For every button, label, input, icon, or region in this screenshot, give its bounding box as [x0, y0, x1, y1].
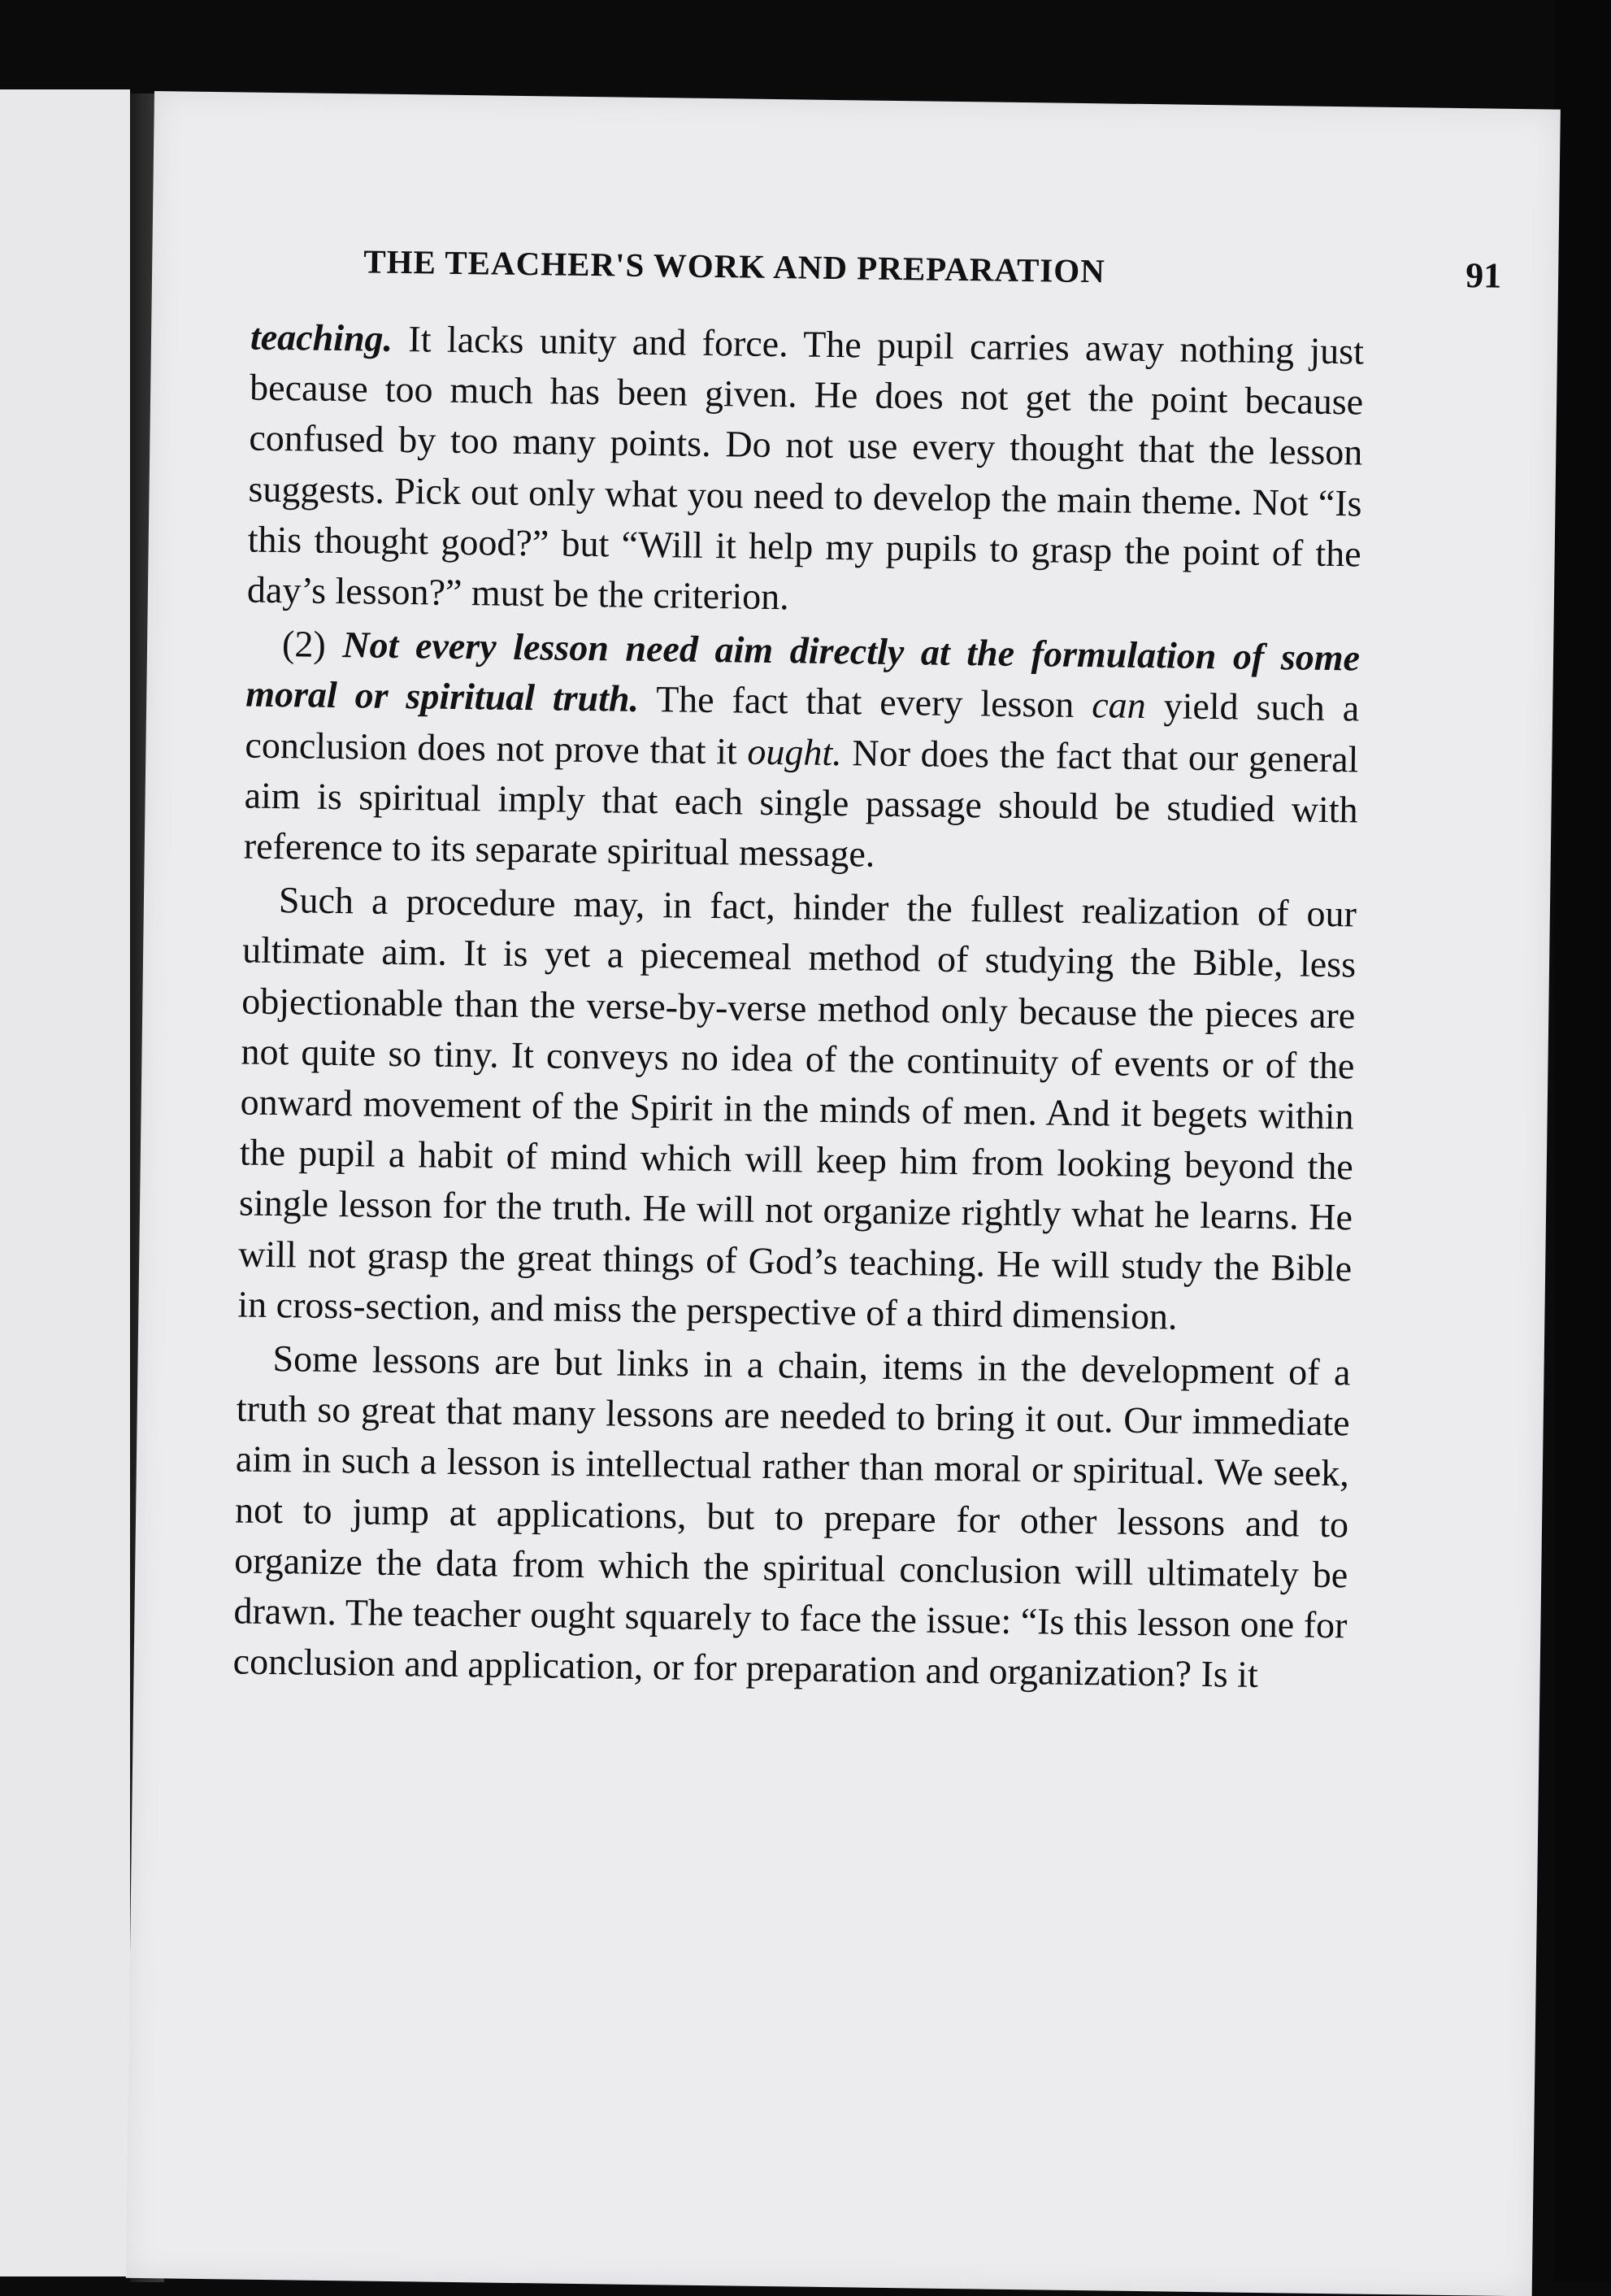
- body-text: [232, 312, 1364, 1702]
- text-segment: (2): [281, 623, 343, 666]
- text-segment: Such a procedure may, in fact, hinder the fullest realization of our ultimate aim. It is yet a piecemeal method of studying the Bible, less objectionable than the verse-by-verse method only because the pieces are not quite so tiny. It conveys no idea of the continuity of events or of the onward movement of the Spirit in the minds of men. And it begets within the pupil a habit of mind which will keep him from looking beyond the single lesson for the truth. He will not organize rightly what he learns. He will not grasp the great things of God’s teaching. He will study the Bible in cross-section, and miss the perspective of a third dimension.: [237, 879, 1357, 1337]
- book-page: [126, 91, 1561, 2296]
- paragraph: [232, 1333, 1351, 1702]
- text-segment: Some lessons are but links in a chain, items in the development of a truth so great that many lessons are needed to bring it out. Our immediate aim in such a lesson is intellectual rather than moral or spiritual. We seek, not to jump at applications, but to prepare for other lessons and to organize the data from which the spiritual conclusion will ultimately be drawn. The teacher ought squarely to face the issue: “Is this lesson one for conclusion and application, or for preparation and organization? Is it: [232, 1337, 1351, 1696]
- paragraph: [237, 875, 1357, 1345]
- text-segment: The fact that every lesson: [638, 678, 1092, 726]
- text-segment: teaching.: [250, 315, 393, 359]
- paragraph: [247, 312, 1365, 630]
- page-number: 91: [1465, 255, 1502, 296]
- facing-page-edge: [0, 89, 130, 2276]
- running-head: THE TEACHER'S WORK AND PREPARATION: [363, 242, 1106, 290]
- text-segment: yield such a conclusion does not prove that it: [245, 685, 1360, 772]
- text-segment: can: [1091, 684, 1147, 727]
- text-segment: ought.: [747, 730, 843, 773]
- text-segment: Not every lesson need aim directly at the formulation of some moral or spiritual truth.: [245, 624, 1361, 720]
- paragraph: [243, 619, 1360, 886]
- text-segment: It lacks unity and force. The pupil carries away nothing just because too much has been given. He does not get the point because confused by too many points. Do not use every thought that the lesson suggests. Pick out only what you need to develop the main theme. Not “Is this thought good?” but “Will it help my pupils to grasp the point of the day’s lesson?” must be the criterion.: [246, 317, 1365, 618]
- text-segment: Nor does the fact that our general aim is spiritual imply that each single passage should be studied with reference to its separate spiritual message.: [243, 731, 1359, 875]
- scan-border: [1554, 0, 1611, 2282]
- page-header: [363, 240, 1502, 296]
